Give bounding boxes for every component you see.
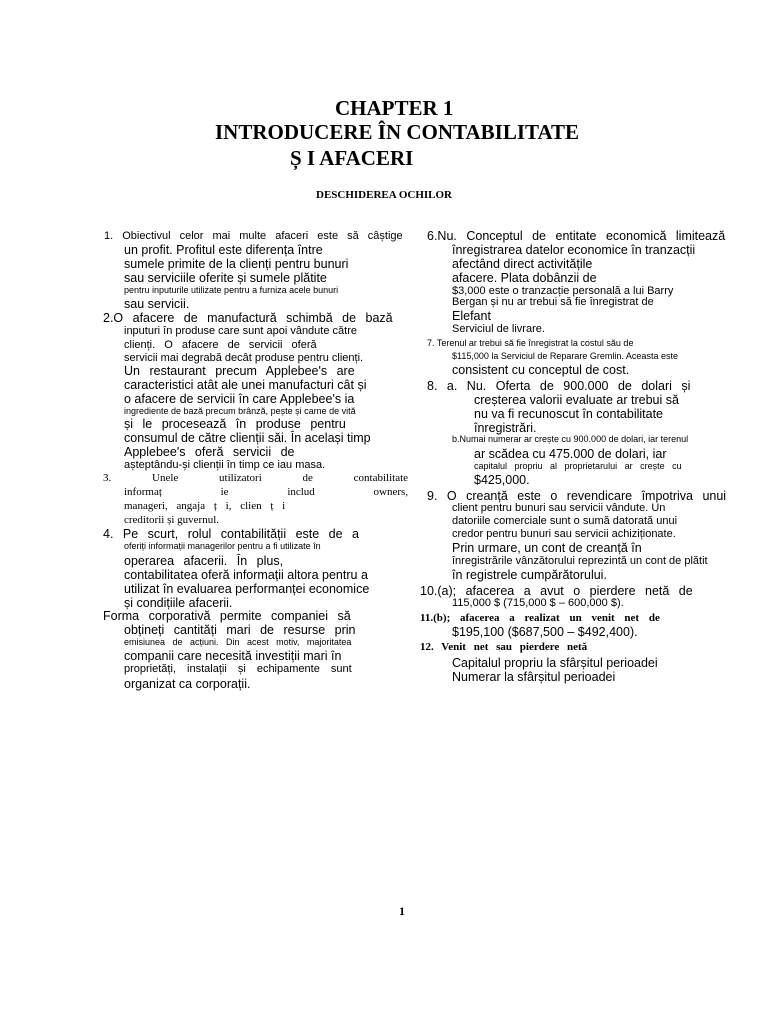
answer-6-line: înregistrarea datelor economice în tranzacții: [452, 243, 696, 257]
answer-2-line: servicii mai degrabă decât produse pentru clienți.: [124, 352, 364, 364]
answer-5-line: proprietăți, instalații și echipamente sunt: [124, 663, 352, 675]
chapter-number: CHAPTER 1: [335, 96, 454, 120]
answer-2-line: clienți. O afacere de servicii oferă: [124, 339, 317, 351]
answer-12-line: 12. Venit net sau pierdere netă: [420, 641, 588, 653]
answer-9-line: înregistrările vânzătorului reprezintă un cont de plătit: [452, 555, 708, 567]
answer-8-line: creșterea valorii evaluate ar trebui să: [474, 393, 679, 407]
answer-4-line: contabilitatea oferă informații altora pentru a: [124, 568, 368, 582]
answer-6-line: $3,000 este o tranzacție personală a lui Barry: [452, 285, 674, 297]
answer-8-line: capitalul propriu al proprietarului ar crește cu: [474, 461, 682, 471]
chapter-title: INTRODUCERE ÎN CONTABILITATE: [215, 120, 580, 144]
answer-8-line: ar scădea cu 475.000 de dolari, iar: [474, 447, 667, 461]
answer-9-line: datoriile comerciale sunt o sumă datorată unui: [452, 515, 678, 527]
answer-6-line: afectând direct activitățile: [452, 257, 593, 271]
answer-1-line: 1. Obiectivul celor mai multe afaceri este să câștige: [104, 230, 403, 242]
answer-6-line: afacere. Plata dobânzii de: [452, 271, 597, 285]
answer-6-line: Elefant: [452, 309, 491, 323]
answer-5-line: companii care necesită investiții mari în: [124, 649, 342, 663]
section-subtitle: DESCHIDEREA OCHILOR: [316, 189, 453, 201]
answer-2-line: caracteristici atât ale unei manufacturi cât și: [124, 378, 367, 392]
answer-3-line: informaț ie includ owners,: [124, 486, 409, 498]
answer-12-line: Capitalul propriu la sfârșitul perioadei: [452, 656, 658, 670]
answer-2-line: o afacere de servicii în care Applebee's ia: [124, 392, 355, 406]
answer-9-line: în registrele cumpărătorului.: [452, 568, 607, 582]
answer-2-line: 2.O afacere de manufactură schimbă de bază: [103, 311, 393, 325]
answer-2-line: Applebee's oferă servicii de: [124, 445, 295, 459]
chapter-title-cont: Ș I AFACERI: [290, 146, 414, 170]
answer-4-line: și condițiile afacerii.: [124, 596, 233, 610]
answer-2-line: așteptându-și clienții în timp ce iau masa.: [124, 459, 326, 471]
answer-5-line: Forma corporativă permite companiei să: [103, 609, 351, 623]
answer-11-line: $195,100 ($687,500 – $492,400).: [452, 625, 638, 639]
page-number: 1: [399, 904, 405, 918]
answer-6-line: 6.Nu. Conceptul de entitate economică limitează: [427, 229, 726, 243]
answer-4-line: oferiți informații managerilor pentru a fi utilizate în: [124, 541, 321, 551]
answer-10-line: 10.(a); afacerea a avut o pierdere netă de: [420, 584, 693, 598]
answer-5-line: emisiunea de acțiuni. Din acest motiv, majoritatea: [124, 637, 352, 647]
answer-10-line: 115,000 $ (715,000 $ – 600,000 $).: [452, 597, 624, 609]
answer-7-line: $115,000 la Serviciul de Reparare Gremlin. Aceasta este: [452, 351, 678, 361]
answer-2-line: Un restaurant precum Applebee's are: [124, 364, 355, 378]
answer-3-line: 3. Unele utilizatori de contabilitate: [103, 472, 409, 484]
answer-8-line: nu va fi recunoscut în contabilitate: [474, 407, 664, 421]
answer-9-line: Prin urmare, un cont de creanță în: [452, 541, 642, 555]
answer-3-line: creditorii și guvernul.: [124, 514, 220, 526]
answer-8-line: înregistrări.: [474, 421, 537, 435]
answer-2-line: consumul de către clienții săi. În același timp: [124, 431, 371, 445]
answer-1-line: sau servicii.: [124, 297, 190, 311]
answer-2-line: și le procesează în produse pentru: [124, 417, 346, 431]
answer-1-line: un profit. Profitul este diferența între: [124, 243, 323, 257]
answer-5-line: obțineți cantități mari de resurse prin: [124, 623, 356, 637]
answer-7-line: consistent cu conceptul de cost.: [452, 363, 630, 377]
answer-1-line: pentru inputurile utilizate pentru a furniza acele bunuri: [124, 285, 339, 295]
answer-6-line: Serviciul de livrare.: [452, 323, 545, 335]
answer-4-line: operarea afacerii. În plus,: [124, 554, 284, 568]
answer-3-line: manageri, angaja ț i, clien ț i: [124, 500, 286, 512]
answer-8-line: 8. a. Nu. Oferta de 900.000 de dolari și: [427, 379, 691, 393]
answer-8-line: $425,000.: [474, 473, 530, 487]
answer-4-line: 4. Pe scurt, rolul contabilității este de a: [103, 527, 360, 541]
answer-11-line: 11.(b); afacerea a realizat un venit net de: [420, 612, 660, 624]
answer-1-line: sau serviciile oferite și sumele plătite: [124, 271, 327, 285]
answer-9-line: client pentru bunuri sau servicii vândute. Un: [452, 502, 666, 514]
answer-6-line: Bergan și nu ar trebui să fie înregistrat de: [452, 296, 654, 308]
answer-2-line: ingrediente de bază precum brânză, pește și carne de vită: [124, 406, 356, 416]
answer-9-line: 9. O creanță este o revendicare împotriva unui: [427, 489, 727, 503]
answer-9-line: credor pentru bunuri sau servicii achiziționate.: [452, 528, 676, 540]
answer-7-line: 7. Terenul ar trebui să fie înregistrat la costul său de: [427, 338, 634, 348]
answer-4-line: utilizat în evaluarea performanței economice: [124, 582, 370, 596]
answer-8-line: b.Numai numerar ar crește cu 900.000 de dolari, iar terenul: [452, 434, 689, 444]
answer-12-line: Numerar la sfârșitul perioadei: [452, 670, 616, 684]
answer-5-line: organizat ca corporații.: [124, 677, 251, 691]
answer-1-line: sumele primite de la clienți pentru bunuri: [124, 257, 349, 271]
answer-2-line: inputuri în produse care sunt apoi vândute către: [124, 325, 357, 337]
